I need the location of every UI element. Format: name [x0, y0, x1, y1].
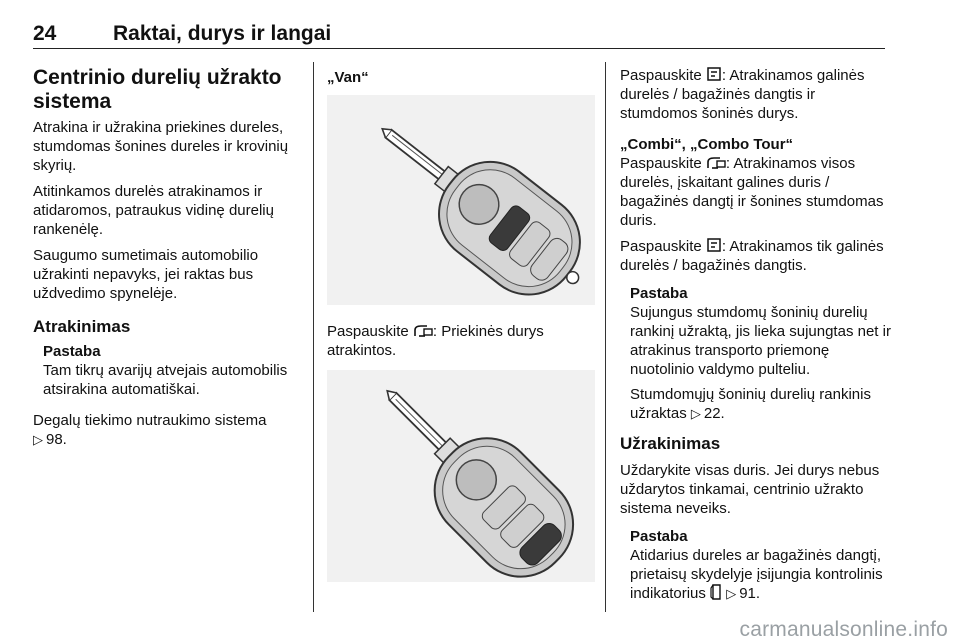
paragraph — [620, 237, 892, 275]
front-door-unlock-icon — [413, 324, 433, 338]
note-title: Pastaba — [43, 343, 101, 360]
paragraph-text: : Atrakinamos visos durelės, įskaitant galines duris / bagažinės dangtį ir šonines stumdomas duris. — [620, 155, 884, 229]
column-middle — [327, 60, 597, 587]
paragraph — [620, 154, 892, 230]
note-title: Pastaba — [630, 528, 688, 545]
note-title: Pastaba — [630, 285, 688, 302]
column-left — [33, 60, 305, 449]
front-door-unlock-icon — [706, 156, 726, 170]
page-reference[interactable]: 22. — [703, 405, 725, 422]
paragraph — [33, 411, 305, 449]
page-reference[interactable]: 98. — [46, 431, 67, 448]
note-box — [630, 527, 892, 603]
caption-text: : Priekinės durys atrakintos. — [327, 323, 544, 359]
running-title: Raktai, durys ir langai — [113, 22, 332, 45]
caption-prefix: Paspauskite — [327, 323, 409, 340]
figure-caption — [327, 322, 597, 360]
note-box — [43, 342, 305, 399]
paragraph: Uždarykite visas duris. Jei durys nebus uždarytos tinkamai, centrinio užrakto sistema neveiks. — [620, 462, 880, 517]
note-text-line: Stumdomųjų šoninių durelių rankinis užraktas — [630, 386, 871, 422]
paragraph-prefix: Paspauskite — [620, 238, 702, 255]
paragraph: Atrakina ir užrakina priekines dureles, stumdomas šonines dureles ir krovinių skyrių. — [33, 119, 289, 174]
watermark[interactable]: carmanualsonline.info — [739, 618, 948, 641]
reference-arrow-icon: ▷ — [690, 406, 701, 421]
key-fob-illustration-rear — [327, 370, 595, 582]
paragraph-text: : Atrakinamos tik galinės durelės / bagažinės dangtis. — [620, 238, 884, 274]
rear-door-unlock-icon — [706, 237, 722, 253]
paragraph-prefix: Paspauskite — [620, 155, 702, 172]
subsection-heading: Užrakinimas — [620, 434, 721, 453]
page-header — [33, 0, 885, 48]
door-open-indicator-icon — [710, 584, 722, 600]
page-number: 24 — [33, 22, 57, 45]
column-divider — [605, 62, 606, 612]
header-rule — [33, 48, 885, 49]
column-divider — [313, 62, 314, 612]
column-right — [620, 60, 892, 603]
rear-door-unlock-icon — [706, 66, 722, 82]
paragraph — [620, 66, 892, 123]
paragraph-text: Degalų tiekimo nutraukimo sistema — [33, 412, 267, 429]
reference-arrow-icon: ▷ — [33, 432, 43, 447]
reference-arrow-icon: ▷ — [726, 586, 737, 601]
note-text-line: Atidarius dureles ar bagažinės dangtį, prietaisų skydelyje įsijungia kontrolinis indikatorius — [630, 547, 883, 602]
subsection-heading: Atrakinimas — [33, 317, 131, 336]
page-reference[interactable]: 91. — [739, 585, 761, 602]
paragraph: Atitinkamos durelės atrakinamos ir atidaromos, patraukus vidinę durelių rankenėlę. — [33, 183, 274, 238]
section-heading: Centrinio durelių užrakto sistema — [33, 66, 282, 113]
note-text: Sujungus stumdomų šoninių durelių rankinį užraktą, jis lieka sujungtas net ir atrakinus transporto priemonę nuotolinio valdymo pulteliu. — [630, 304, 891, 378]
model-label: „Combi“, „Combo Tour“ — [620, 136, 794, 153]
paragraph-prefix: Paspauskite — [620, 67, 702, 84]
paragraph-text: : Atrakinamos galinės durelės / bagažinės dangtis ir stumdomos šoninės durys. — [620, 67, 865, 122]
note-text — [630, 546, 892, 603]
model-label: „Van“ — [327, 69, 369, 86]
note-box — [630, 284, 892, 423]
paragraph: Saugumo sumetimais automobilio užrakinti nepavyks, jei raktas bus uždvedimo spynelėje. — [33, 247, 259, 302]
note-text — [630, 385, 892, 423]
key-fob-illustration-front — [327, 95, 595, 305]
note-text: Tam tikrų avarijų atvejais automobilis atsirakina automatiškai. — [43, 362, 288, 398]
